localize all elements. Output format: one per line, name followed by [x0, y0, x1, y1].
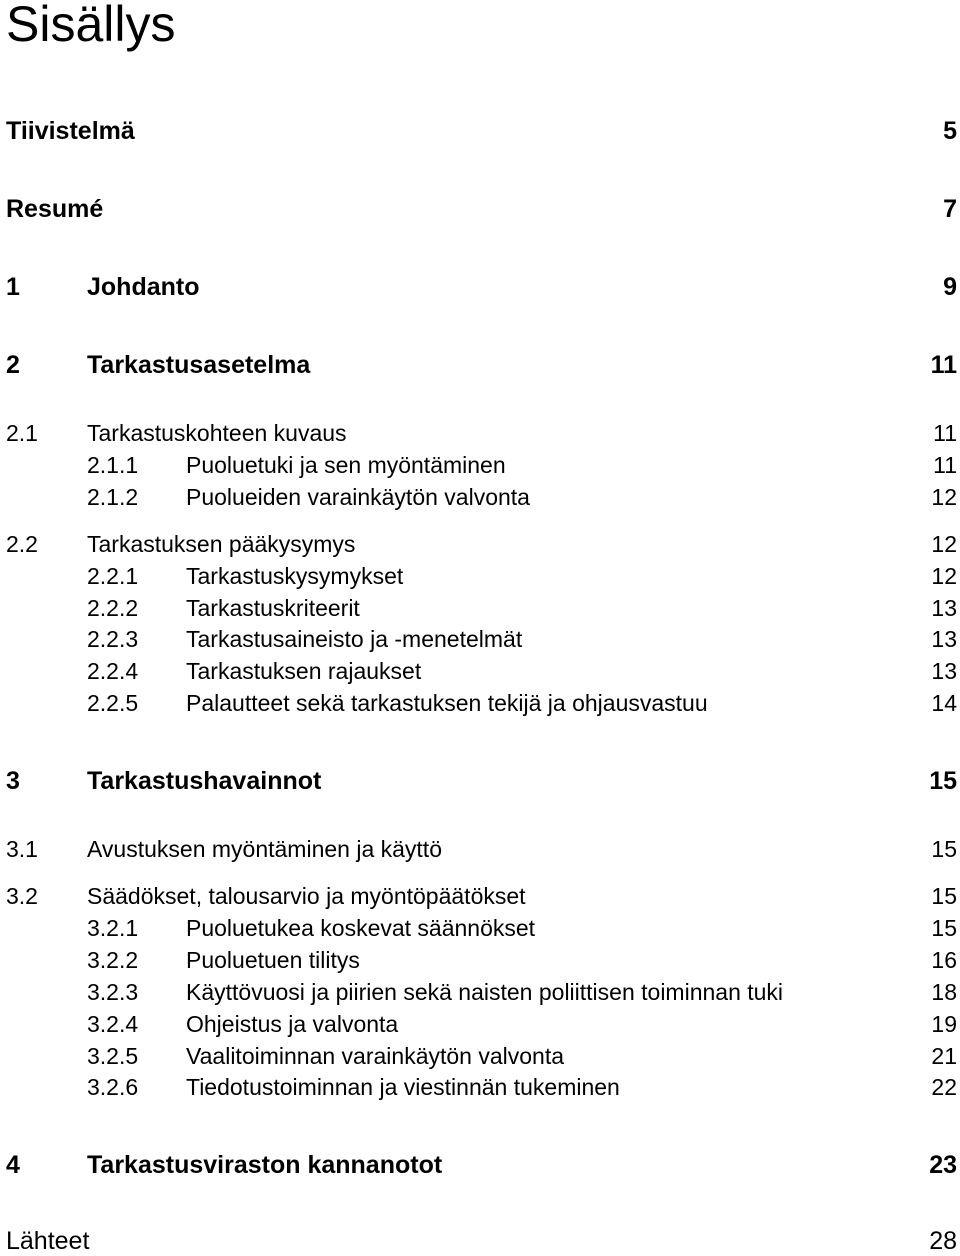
toc-entry-title: Tarkastusaineisto ja -menetelmät [186, 626, 523, 652]
toc-entry-page-number: 22 [931, 1074, 957, 1100]
toc-entry-title: Vaalitoiminnan varainkäytön valvonta [186, 1043, 565, 1069]
toc-entry-number: 2.2.3 [87, 626, 139, 652]
toc-entry-number: 3.2.5 [87, 1043, 139, 1069]
toc-entry-number: 2.2 [6, 531, 38, 557]
toc-entry-page-number: 13 [931, 626, 957, 652]
toc-entry-page-number: 5 [943, 117, 957, 145]
toc-entry-number: 2.2.2 [87, 595, 139, 621]
toc-entry-number: 2 [6, 351, 20, 379]
toc-entry [0, 1072, 960, 1102]
toc-entry-page-number: 12 [931, 484, 957, 510]
toc-entry [0, 1226, 960, 1256]
toc-entry [0, 834, 960, 864]
toc-entry-page-number: 12 [931, 531, 957, 557]
toc-entry-title: Tarkastuskysymykset [186, 563, 404, 589]
toc-entry-page-number: 9 [943, 273, 957, 301]
toc-entry-number: 2.1.2 [87, 484, 139, 510]
toc-entry-number: 2.2.1 [87, 563, 139, 589]
toc-entry [0, 1041, 960, 1071]
page-title: Sisällys [6, 0, 176, 52]
toc-entry-number: 2.2.5 [87, 690, 139, 716]
toc-entry [0, 766, 960, 796]
toc-entry-page-number: 7 [943, 195, 957, 223]
toc-entry-title: Tarkastuskriteerit [186, 595, 360, 621]
toc-entry-number: 2.1.1 [87, 452, 139, 478]
toc-entry [0, 1009, 960, 1039]
toc-entry [0, 418, 960, 448]
toc-entry [0, 913, 960, 943]
toc-entry-page-number: 21 [931, 1043, 957, 1069]
toc-entry [0, 624, 960, 654]
toc-entry [0, 450, 960, 480]
toc-entry-title: Puoluetuki ja sen myöntäminen [186, 452, 506, 478]
toc-entry-number: 3.1 [6, 836, 38, 862]
toc-entry-title: Resumé [6, 195, 104, 223]
toc-entry-title: Palautteet sekä tarkastuksen tekijä ja ohjausvastuu [186, 690, 708, 716]
toc-entry-page-number: 11 [933, 420, 957, 446]
toc-entry-page-number: 15 [929, 767, 957, 795]
toc-entry-title: Lähteet [6, 1227, 90, 1255]
toc-entry-title: Tiedotustoiminnan ja viestinnän tukeminen [186, 1074, 620, 1100]
toc-entry [0, 482, 960, 512]
toc-entry [0, 529, 960, 559]
toc-entry-page-number: 13 [931, 595, 957, 621]
toc-entry [0, 656, 960, 686]
toc-entry [0, 977, 960, 1007]
toc-entry-number: 3 [6, 767, 20, 795]
toc-entry-number: 2.2.4 [87, 658, 139, 684]
toc-entry-title: Tarkastuksen pääkysymys [87, 531, 356, 557]
toc-entry-title: Ohjeistus ja valvonta [186, 1011, 399, 1037]
toc-entry-title: Avustuksen myöntäminen ja käyttö [87, 836, 442, 862]
toc-entry-number: 2.1 [6, 420, 38, 446]
toc-entry-page-number: 12 [931, 563, 957, 589]
toc-entry [0, 593, 960, 623]
toc-entry-page-number: 15 [931, 883, 957, 909]
toc-entry [0, 272, 960, 302]
toc-entry-page-number: 11 [933, 452, 957, 478]
toc-entry-page-number: 11 [930, 351, 957, 379]
toc-entry-number: 3.2.6 [87, 1074, 139, 1100]
toc-entry [0, 881, 960, 911]
toc-entry-title: Tarkastuskohteen kuvaus [87, 420, 347, 446]
toc-entry-title: Tiivistelmä [6, 117, 135, 145]
toc-entry-number: 3.2.1 [87, 915, 139, 941]
toc-entry-number: 4 [6, 1151, 20, 1179]
toc-entry-number: 3.2.4 [87, 1011, 139, 1037]
toc-entry-number: 3.2 [6, 883, 38, 909]
toc-entry-number: 3.2.2 [87, 947, 139, 973]
toc-entry-page-number: 28 [929, 1227, 957, 1255]
toc-entry [0, 116, 960, 146]
toc-entry-title: Säädökset, talousarvio ja myöntöpäätökset [87, 883, 526, 909]
toc-entry-page-number: 13 [931, 658, 957, 684]
toc-entry-page-number: 19 [931, 1011, 957, 1037]
toc-entry-page-number: 15 [931, 836, 957, 862]
toc-entry-title: Johdanto [87, 273, 200, 301]
toc-entry-number: 3.2.3 [87, 979, 139, 1005]
toc-entry-title: Tarkastushavainnot [87, 767, 322, 795]
toc-entry-page-number: 23 [929, 1151, 957, 1179]
toc-entry-title: Käyttövuosi ja piirien sekä naisten poliittisen toiminnan tuki [186, 979, 784, 1005]
toc-entry-title: Puoluetukea koskevat säännökset [186, 915, 536, 941]
toc-entry-page-number: 16 [931, 947, 957, 973]
toc-entry [0, 945, 960, 975]
toc-entry-page-number: 18 [931, 979, 957, 1005]
toc-entry [0, 1150, 960, 1180]
toc-entry-title: Puoluetuen tilitys [186, 947, 360, 973]
toc-entry-title: Tarkastusviraston kannanotot [87, 1151, 443, 1179]
toc-entry-title: Tarkastusasetelma [87, 351, 311, 379]
toc-entry [0, 561, 960, 591]
toc-entry-title: Tarkastuksen rajaukset [186, 658, 422, 684]
toc-entry [0, 194, 960, 224]
toc-entry [0, 350, 960, 380]
toc-entry-title: Puolueiden varainkäytön valvonta [186, 484, 530, 510]
toc-entry-page-number: 15 [931, 915, 957, 941]
toc-entry-page-number: 14 [931, 690, 957, 716]
toc-entry-number: 1 [6, 273, 20, 301]
toc-entry [0, 688, 960, 718]
